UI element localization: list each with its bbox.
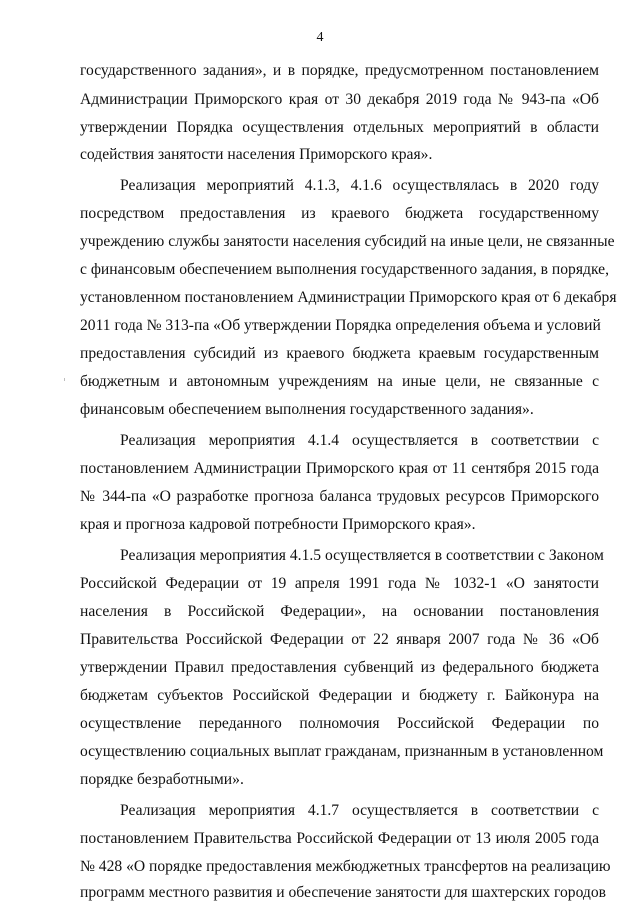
- text-line: финансовым обеспечением выполнения государственного задания».: [80, 401, 534, 418]
- text-line: Реализация мероприятия 4.1.4 осуществляется в соответствии с: [120, 432, 599, 449]
- page-number: 4: [316, 30, 324, 45]
- text-line: № 344-па «О разработке прогноза баланса трудовых ресурсов Приморского: [80, 488, 599, 505]
- text-line: бюджетным и автономным учреждениям на иные цели, не связанные с: [80, 373, 599, 390]
- text-line: осуществление переданного полномочия Российской Федерации по: [80, 715, 599, 732]
- text-line: № 428 «О порядке предоставления межбюджетных трансфертов на реализацию: [80, 858, 611, 875]
- text-line: с финансовым обеспечением выполнения государственного задания, в порядке,: [80, 261, 609, 278]
- text-line: государственного задания», и в порядке, предусмотренном постановлением: [80, 62, 599, 79]
- text-line: утверждении Порядка осуществления отдельных мероприятий в области: [80, 119, 599, 136]
- text-line: Администрации Приморского края от 30 декабря 2019 года № 943-па «Об: [80, 91, 599, 108]
- text-line: посредством предоставления из краевого бюджета государственному: [80, 205, 599, 222]
- scan-margin-mark: [64, 378, 65, 381]
- text-line: учреждению службы занятости населения субсидий на иные цели, не связанные: [80, 233, 615, 250]
- text-line: Российской Федерации от 19 апреля 1991 года № 1032-1 «О занятости: [80, 575, 599, 592]
- text-line: Реализация мероприятия 4.1.7 осуществляется в соответствии с: [120, 802, 599, 819]
- text-line: населения в Российской Федерации», на основании постановления: [80, 603, 599, 620]
- text-line: 2011 года № 313-па «Об утверждении Порядка определения объема и условий: [80, 317, 601, 334]
- text-line: постановлением Правительства Российской Федерации от 13 июля 2005 года: [80, 830, 599, 847]
- text-line: предоставления субсидий из краевого бюджета краевым государственным: [80, 345, 599, 362]
- text-line: Правительства Российской Федерации от 22 января 2007 года № 36 «Об: [80, 631, 599, 648]
- text-line: содействия занятости населения Приморского края».: [80, 146, 433, 163]
- text-line: Реализация мероприятий 4.1.3, 4.1.6 осуществлялась в 2020 году: [120, 177, 599, 194]
- text-line: края и прогноза кадровой потребности Приморского края».: [80, 516, 476, 533]
- text-line: Реализация мероприятия 4.1.5 осуществляется в соответствии с Законом: [120, 547, 604, 564]
- text-line: бюджетам субъектов Российской Федерации и бюджету г. Байконура на: [80, 687, 599, 704]
- text-line: порядке безработными».: [80, 771, 244, 788]
- text-line: постановлением Администрации Приморского края от 11 сентября 2015 года: [80, 460, 599, 477]
- text-line: программ местного развития и обеспечение занятости для шахтерских городов: [80, 884, 607, 901]
- text-line: установленном постановлением Администрации Приморского края от 6 декабря: [80, 289, 617, 306]
- text-line: осуществлению социальных выплат гражданам, признанным в установленном: [80, 743, 604, 760]
- text-line: утверждении Правил предоставления субвенций из федерального бюджета: [80, 659, 599, 676]
